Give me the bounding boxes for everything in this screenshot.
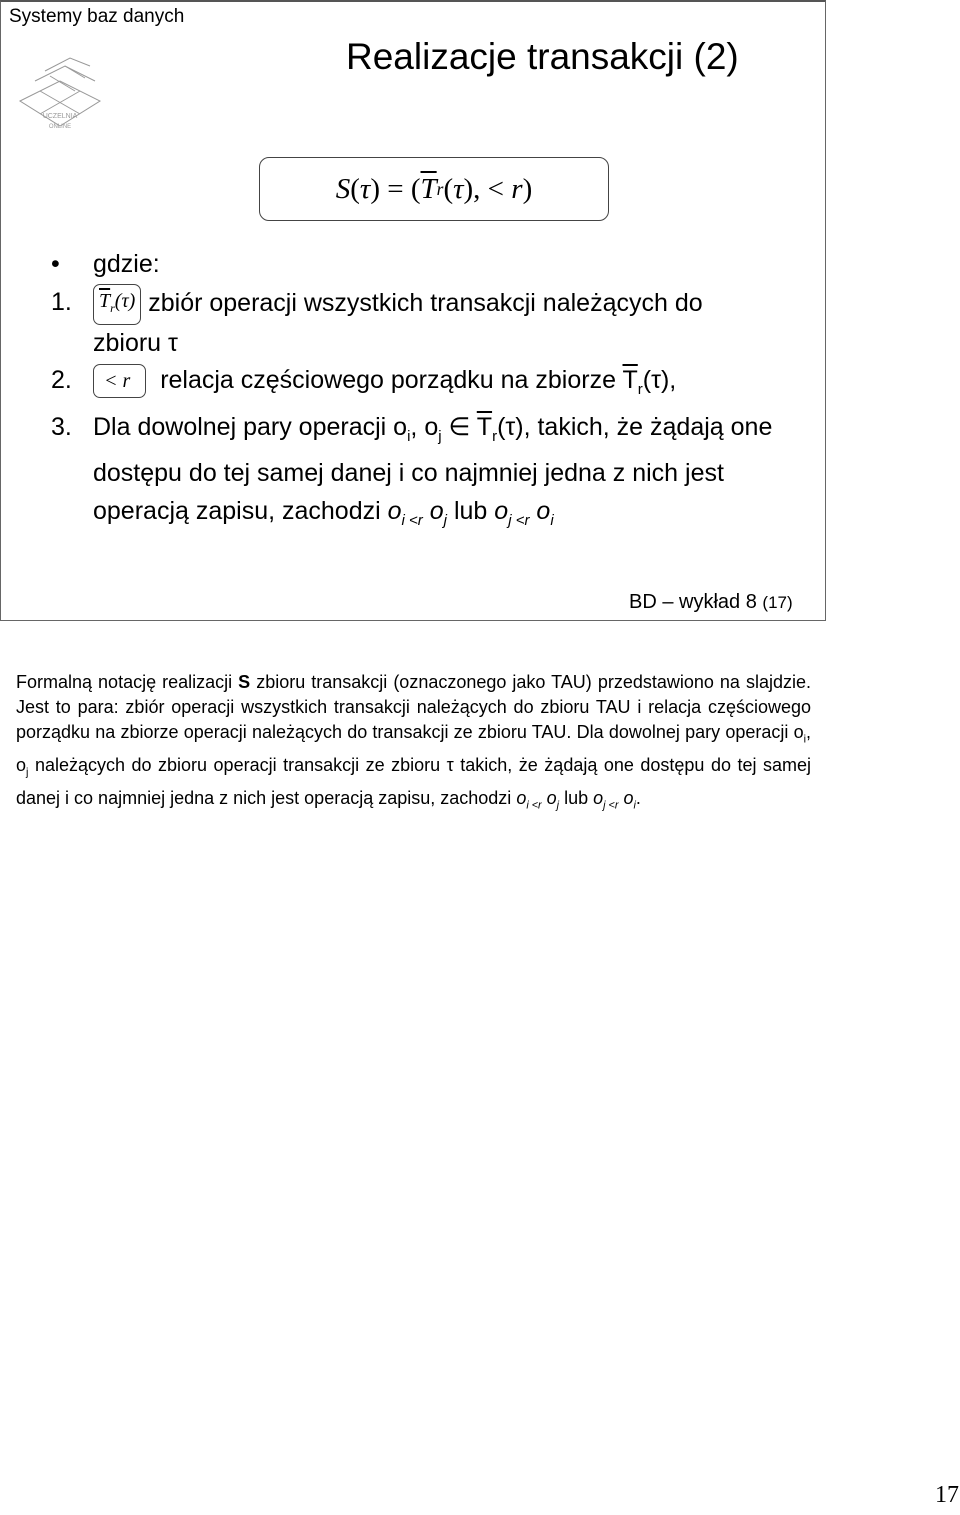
- list-item: 1. $\overline{T}_r(\tau)$ zbiór operacji wszystkich transakcji należących do zbioru τ: [51, 284, 821, 363]
- notes-paragraph: Formalną notację realizacji S zbioru transakcji (oznaczonego jako TAU) przedstawiono na slajdzie. Jest to para: zbiór operacji wszystkich transakcji należących do zbioru TAU i relacja częściowego porządku na zbiorze operacji należących do transakcji ze zbioru TAU. Dla dowolnej pary operacji $o_i$, $o_j$ należących do zbioru operacji transakcji ze zbioru τ takich, że żądają one dostępu do tej samej danej i co najmniej jedna z nich jest operacją zapisu, zachodzi $o_{i <r}$ $o_j$ lub $o_{j <r}$ $o_i$.: [16, 672, 811, 812]
- course-header: Systemy baz danych: [9, 6, 185, 27]
- slide: [0, 0, 826, 621]
- order-symbol-box: < r: [93, 364, 146, 398]
- logo-text: UCZELNIA: [42, 113, 78, 120]
- logo-icon: [15, 36, 105, 136]
- slide-title: Realizacje transakcji (2): [346, 36, 739, 77]
- svg-text:ONLINE: ONLINE: [48, 124, 72, 130]
- list-item: 2. < r relacja częściowego porządku na zbiorze $\overline{T}_r(\tau)$,: [51, 366, 677, 398]
- tr-symbol-box: $\overline{T}_r(\tau)$: [93, 284, 141, 325]
- definition-list: • gdzie: 1. $\overline{T}_r(\tau)$ zbiór operacji wszystkich transakcji należących do zbioru τ 2. < r relacja częściowego porządku na zbiorze $\overline{T}_r(\tau)$, 3. Dla dowolnej pary operacji $o_i$, $o_j$ ∈ $\overline{T}_r(\tau)$, takich, że żądają one dostępu do tej samej danej i co najmniej jedna z nich jest operacją zapisu, zachodzi $o_{i <r}$ $o_j$ lub $o_{j <r}$ $o_i$: [51, 246, 821, 539]
- slide-footer: BD – wykład 8 (17): [629, 591, 793, 613]
- formula-box: S ( τ ) = ( $\overline{T}$ r ( τ ), < r ): [259, 157, 609, 221]
- list-item: 3. Dla dowolnej pary operacji $o_i$, $o_j$ ∈ $\overline{T}_r(\tau)$, takich, że żądają one dostępu do tej samej danej i co najmniej jedna z nich jest operacją zapisu, zachodzi $o_{i <r}$ $o_j$ lub $o_{j <r}$ $o_i$: [51, 412, 773, 529]
- page-number: 17: [935, 1482, 959, 1508]
